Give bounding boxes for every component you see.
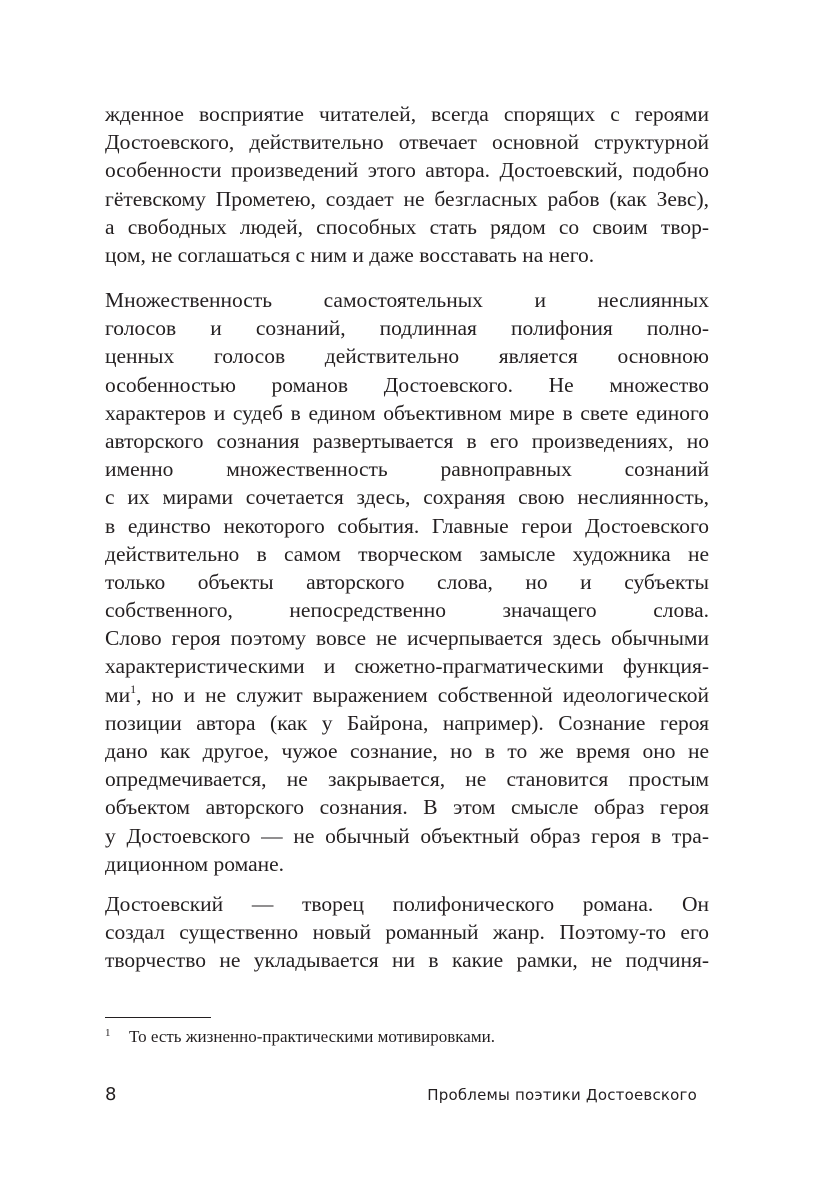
text-line: объектом авторского сознания. В этом смысле образ героя bbox=[105, 795, 709, 820]
text-line: с их мирами сочетается здесь, сохраняя свою неслиянность, bbox=[105, 485, 709, 510]
text-line: характеров и судеб в едином объективном мире в свете единого bbox=[105, 400, 709, 425]
text-line: особенности произведений этого автора. Достоевский, подобно bbox=[105, 158, 709, 183]
text-line: только объекты авторского слова, но и субъекты bbox=[105, 569, 709, 594]
text-line: Достоевского, действительно отвечает основной структурной bbox=[105, 130, 709, 155]
paragraph-1 bbox=[105, 100, 709, 269]
text-line: ценных голосов действительно является основною bbox=[105, 344, 709, 369]
text-line: диционном романе. bbox=[105, 851, 285, 876]
text-line: гётевскому Прометею, создает не безгласных рабов (как Зевс), bbox=[105, 186, 709, 211]
text-line: собственного, непосредственно значащего слова. bbox=[105, 598, 709, 623]
page-number: 8 bbox=[105, 1084, 117, 1105]
text-line: жденное восприятие читателей, всегда спорящих с героями bbox=[105, 102, 709, 126]
text-line: позиции автора (как у Байрона, например). Сознание героя bbox=[105, 710, 709, 735]
text-line: Достоевский — творец полифонического романа. Он bbox=[105, 892, 709, 916]
text-line: цом, не соглашаться с ним и даже восставать на него. bbox=[105, 242, 595, 267]
text-line: в единство некоторого события. Главные герои Достоевского bbox=[105, 513, 709, 538]
text-line: Множественность самостоятельных и неслиянных bbox=[105, 288, 709, 312]
text-line: а свободных людей, способных стать рядом со своим твор- bbox=[105, 214, 709, 239]
paragraph-3 bbox=[105, 890, 709, 975]
text-line: авторского сознания развертывается в его произведениях, но bbox=[105, 428, 709, 453]
text-line: характеристическими и сюжетно-прагматическими функция- bbox=[105, 654, 709, 679]
text-line: у Достоевского — не обычный объектный образ героя в тра- bbox=[105, 823, 709, 848]
text-line: опредмечивается, не закрывается, не становится простым bbox=[105, 767, 709, 792]
text-line: именно множественность равноправных сознаний bbox=[105, 457, 709, 482]
text-line: голосов и сознаний, подлинная полифония полно- bbox=[105, 316, 709, 341]
footnote: 1 То есть жизненно-практическими мотивировками. bbox=[105, 1027, 495, 1046]
footnote-reference[interactable]: 1 bbox=[130, 681, 137, 696]
footnote-text: То есть жизненно-практическими мотивировками. bbox=[129, 1027, 495, 1046]
text-line: Слово героя поэтому вовсе не исчерпывается здесь обычными bbox=[105, 626, 709, 651]
text-line: творчество не укладывается ни в какие рамки, не подчиня- bbox=[105, 948, 709, 973]
text-line: дано как другое, чужое сознание, но в то же время оно не bbox=[105, 739, 709, 763]
text-fragment: , но и не служит выражением собственной идеологической bbox=[136, 682, 709, 707]
running-title: Проблемы поэтики Достоевского bbox=[427, 1086, 697, 1104]
text-line: создал существенно новый романный жанр. Поэтому-то его bbox=[105, 920, 709, 945]
text-line: особенностью романов Достоевского. Не множество bbox=[105, 372, 709, 397]
footnote-separator bbox=[105, 1017, 211, 1018]
page-footer bbox=[105, 1081, 697, 1109]
text-line-with-footnote bbox=[105, 681, 709, 709]
text-line: действительно в самом творческом замысле художника не bbox=[105, 541, 709, 566]
text-fragment: ми bbox=[105, 682, 131, 707]
paragraph-2 bbox=[105, 286, 709, 878]
